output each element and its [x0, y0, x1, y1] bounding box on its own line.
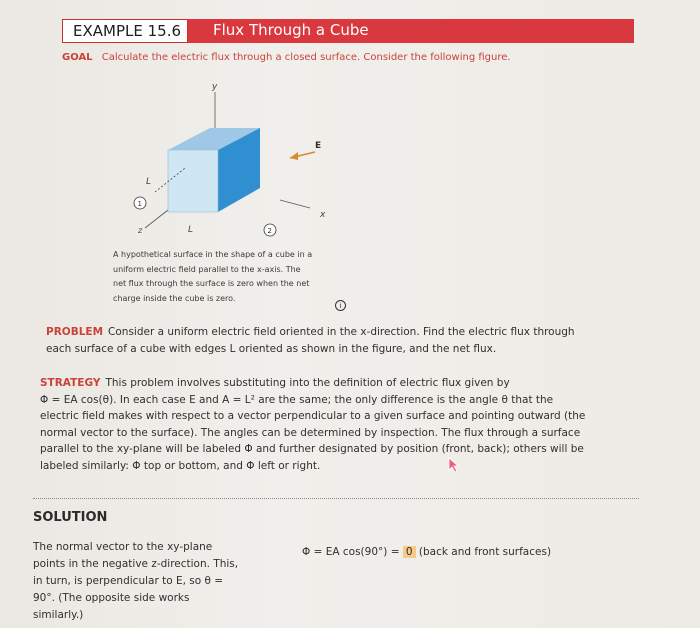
- caption-line: uniform electric field parallel to the x-axis. The: [113, 264, 301, 274]
- strategy-line: This problem involves substituting into the definition of electric flux given by: [105, 377, 510, 389]
- example-label-box: [62, 19, 188, 43]
- strategy-section: [40, 375, 640, 474]
- equation-suffix: (back and front surfaces): [415, 546, 552, 558]
- figure-caption: [113, 248, 353, 306]
- field-label: E: [315, 141, 322, 151]
- strategy-line: Φ = EA cos(θ). In each case E and A = L² are the same; the only difference is the angle θ that the: [40, 393, 554, 406]
- section-divider: [33, 498, 639, 499]
- problem-label: PROBLEM: [46, 326, 104, 338]
- solution-equation: [302, 546, 551, 558]
- solution-line: similarly.): [33, 609, 84, 621]
- strategy-line: labeled similarly: Φ top or bottom, and Φ left or right.: [40, 459, 321, 472]
- problem-line: Consider a uniform electric field oriented in the x-direction. Find the electric flux through: [108, 326, 575, 338]
- y-axis-label: y: [212, 82, 218, 92]
- cube-figure: [110, 80, 350, 240]
- edge-label-left: L: [146, 177, 152, 187]
- goal-label: GOAL: [62, 52, 93, 63]
- problem-section: [46, 324, 626, 357]
- solution-line: The normal vector to the xy-plane: [33, 541, 213, 553]
- solution-line: points in the negative z-direction. This,: [33, 558, 239, 570]
- caption-line: A hypothetical surface in the shape of a cube in a: [113, 250, 313, 259]
- solution-line: in turn, is perpendicular to E, so θ =: [33, 575, 224, 587]
- strategy-line: electric field makes with respect to a vector perpendicular to a given surface and pointing outward (the: [40, 410, 586, 422]
- x-axis-label: x: [320, 210, 326, 220]
- z-axis-label: z: [138, 226, 143, 235]
- field-arrow-head: [290, 152, 298, 160]
- marker-2-label: 2: [267, 227, 272, 235]
- marker-1-label: 1: [137, 200, 142, 208]
- cube-front-face: [168, 150, 218, 212]
- caption-line: net flux through the surface is zero when the net: [113, 279, 310, 288]
- strategy-line: parallel to the xy-plane will be labeled Φ and further designated by position (front, back); others will be: [40, 443, 584, 455]
- z-axis-line: [145, 210, 168, 228]
- solution-title: SOLUTION: [33, 510, 108, 525]
- info-icon[interactable]: i: [335, 300, 346, 311]
- strategy-line: normal vector to the surface). The angles can be determined by inspection. The flux through a surface: [40, 426, 581, 439]
- goal-line: [62, 52, 511, 63]
- problem-line: each surface of a cube with edges L oriented as shown in the figure, and the net flux.: [46, 342, 497, 355]
- solution-text: [33, 539, 273, 624]
- solution-line: 90°. (The opposite side works: [33, 592, 190, 604]
- caption-line: charge inside the cube is zero.: [113, 293, 236, 303]
- equation-prefix: Φ = EA cos(90°) =: [302, 546, 403, 558]
- example-label: EXAMPLE 15.6: [73, 22, 182, 40]
- cursor-icon: [448, 457, 460, 473]
- strategy-label: STRATEGY: [40, 377, 101, 389]
- goal-text: Calculate the electric flux through a closed surface. Consider the following figure.: [101, 52, 511, 63]
- edge-label-bottom: L: [188, 225, 194, 235]
- x-axis-line: [280, 200, 310, 208]
- example-title: Flux Through a Cube: [213, 21, 369, 39]
- equation-answer-input[interactable]: 0: [403, 546, 416, 558]
